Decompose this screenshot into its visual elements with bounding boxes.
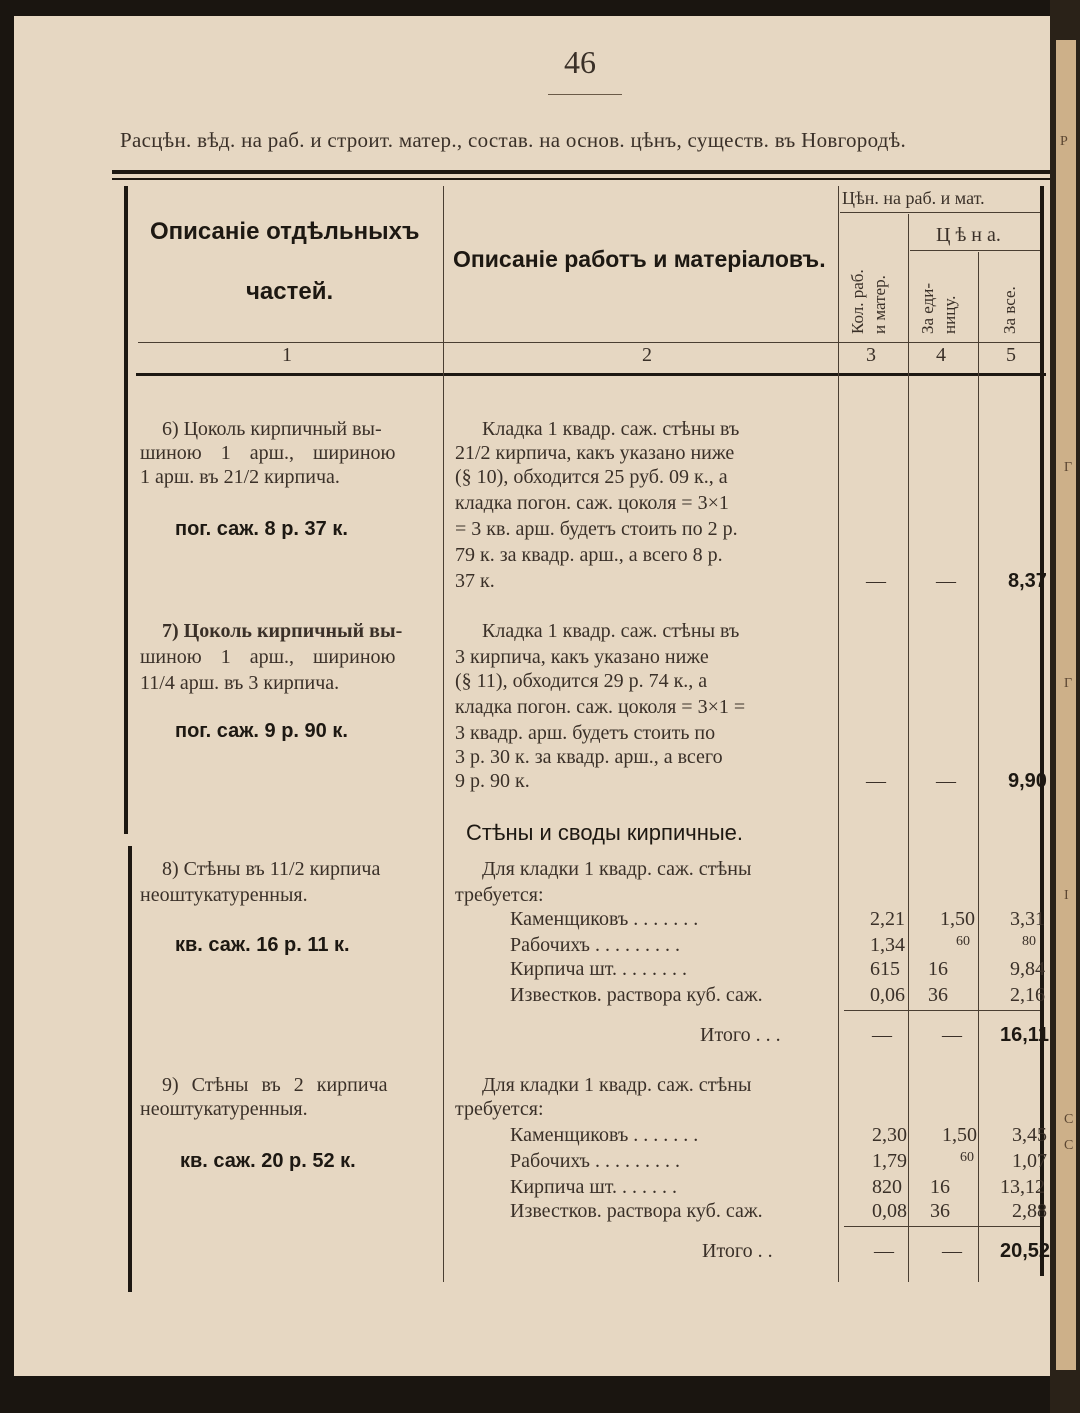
entry8-part-line: неоштукатуренныя. — [140, 884, 308, 906]
entry8-price-line: кв. саж. 16 р. 11 к. — [175, 934, 350, 956]
entry7-price-line: пог. саж. 9 р. 90 к. — [175, 720, 348, 742]
entry6-part-line: 1 арш. въ 21/2 кирпича. — [140, 466, 340, 488]
left-bar-upper — [124, 186, 128, 834]
col-number-5: 5 — [1006, 344, 1016, 366]
col-number-4: 4 — [936, 344, 946, 366]
entry6-price-line: пог. саж. 8 р. 37 к. — [175, 518, 348, 540]
entry9-total-unit: — — [942, 1240, 962, 1262]
entry9-total-sum: 20,52 — [1000, 1240, 1051, 1262]
entry9-item-qty: 820 — [872, 1176, 902, 1198]
entry9-item-qty: 0,08 — [872, 1200, 907, 1222]
entry9-sum-rule — [844, 1226, 1040, 1227]
entry9-intro: требуется: — [455, 1098, 544, 1120]
col-number-1: 1 — [282, 344, 292, 366]
entry7-work-line: Кладка 1 квадр. саж. стѣны въ — [482, 620, 740, 642]
entry6-work-line: кладка погон. саж. цоколя = 3×1 — [455, 492, 729, 514]
header-col4-line1: За еди- — [918, 282, 937, 334]
col-divider-4 — [978, 252, 979, 1282]
entry7-unit: — — [936, 770, 956, 792]
header-subrule-2 — [910, 250, 1040, 251]
entry7-work-line: 3 кирпича, какъ указано ниже — [455, 646, 709, 668]
left-bar-lower — [128, 846, 132, 1292]
entry6-part-line: шиною 1 арш., шириною — [140, 442, 396, 464]
next-page-edge — [1050, 0, 1080, 1413]
entry8-item-label: Каменщиковъ . . . . . . . — [510, 908, 699, 930]
header-col5: За все. — [1000, 286, 1019, 334]
entry9-item-unit: 16 — [930, 1176, 950, 1198]
header-col1-line1: Описаніе отдѣльныхъ — [150, 218, 420, 245]
header-col1-line2: частей. — [246, 278, 334, 305]
right-bar — [1040, 186, 1044, 1276]
entry6-work-line: (§ 10), обходится 25 руб. 09 к., а — [455, 466, 728, 488]
col-divider-1 — [443, 186, 444, 1282]
entry8-item-unit: 1,50 — [940, 908, 975, 930]
margin-letter: С — [1064, 1138, 1074, 1153]
entry9-item-total: 3,45 — [1012, 1124, 1047, 1146]
entry9-item-total: 1,07 — [1012, 1150, 1047, 1172]
entry7-part-line: 7) Цоколь кирпичный вы- — [162, 620, 403, 642]
entry8-item-label: Известков. раствора куб. саж. — [510, 984, 763, 1006]
page-number: 46 — [564, 44, 596, 80]
header-col4-line2: ницу. — [940, 295, 959, 334]
entry8-item-unit: 36 — [928, 984, 948, 1006]
margin-letter: I — [1064, 888, 1069, 903]
entry7-qty: — — [866, 770, 886, 792]
entry9-total-qty: — — [874, 1240, 894, 1262]
header-prices-group: Цѣн. на раб. и мат. — [842, 188, 985, 208]
entry8-total-label: Итого . . . — [700, 1024, 781, 1046]
entry9-price-line: кв. саж. 20 р. 52 к. — [180, 1150, 356, 1172]
entry7-work-line: 3 р. 30 к. за квадр. арш., а всего — [455, 746, 723, 768]
top-rule-thin — [112, 178, 1050, 180]
entry8-item-total: 2,16 — [1010, 984, 1045, 1006]
entry7-part-line: 11/4 арш. въ 3 кирпича. — [140, 672, 340, 694]
entry8-item-total: 3,31 — [1010, 908, 1045, 930]
entry8-intro: Для кладки 1 квадр. саж. стѣны — [482, 858, 752, 880]
col-number-2: 2 — [642, 344, 652, 366]
header-col2: Описаніе работъ и матеріаловъ. — [453, 246, 826, 272]
margin-letter: Р — [1060, 134, 1068, 149]
section-title: Стѣны и своды кирпичные. — [466, 820, 743, 845]
entry7-work-line: (§ 11), обходится 29 р. 74 к., а — [455, 670, 708, 692]
entry9-item-total: 2,88 — [1012, 1200, 1047, 1222]
header-col3-line1: Кол. раб. — [848, 269, 867, 334]
entry8-item-qty: 1,34 — [870, 934, 905, 956]
col-divider-3 — [908, 214, 909, 1282]
entry9-item-total: 13,12 — [1000, 1176, 1045, 1198]
entry8-total-sum: 16,11 — [1000, 1024, 1049, 1046]
entry8-total-qty: — — [872, 1024, 892, 1046]
entry8-item-unit: 16 — [928, 958, 948, 980]
entry6-unit: — — [936, 570, 956, 592]
margin-letter: Г — [1064, 676, 1073, 691]
entry8-item-label: Кирпича шт. . . . . . . . — [510, 958, 688, 980]
entry6-work-line: 79 к. за квадр. арш., а всего 8 р. — [455, 544, 723, 566]
entry7-work-line: 3 квадр. арш. будетъ стоить по — [455, 722, 716, 744]
entry8-sum-rule — [844, 1010, 1040, 1011]
entry7-work-line: 9 р. 90 к. — [455, 770, 530, 792]
col-divider-2 — [838, 186, 839, 1282]
entry7-part-line: шиною 1 арш., шириною — [140, 646, 396, 668]
header-num-rule — [138, 342, 1040, 343]
entry6-work-line: 37 к. — [455, 570, 495, 592]
entry9-item-unit: 60 — [960, 1150, 974, 1165]
header-bottom-rule — [136, 373, 1046, 376]
entry8-intro: требуется: — [455, 884, 544, 906]
top-rule — [112, 170, 1050, 174]
entry8-total-unit: — — [942, 1024, 962, 1046]
running-head: Расцѣн. вѣд. на раб. и строит. матер., состав. на основ. цѣнъ, существ. въ Новгородѣ. — [120, 128, 907, 152]
entry8-item-total: 9,84 — [1010, 958, 1045, 980]
entry6-work-line: = 3 кв. арш. будетъ стоить по 2 р. — [455, 518, 738, 540]
entry9-part-line: неоштукатуренныя. — [140, 1098, 308, 1120]
entry9-intro: Для кладки 1 квадр. саж. стѣны — [482, 1074, 752, 1096]
entry8-part-line: 8) Стѣны въ 11/2 кирпича — [162, 858, 381, 880]
entry7-total: 9,90 — [1008, 770, 1047, 792]
entry9-total-label: Итого . . — [702, 1240, 773, 1262]
margin-letter: Г — [1064, 460, 1073, 475]
entry8-item-unit: 60 — [956, 934, 970, 949]
header-col3-line2: и матер. — [870, 275, 889, 334]
entry8-item-qty: 615 — [870, 958, 900, 980]
entry9-item-label: Кирпича шт. . . . . . . — [510, 1176, 678, 1198]
entry9-item-unit: 1,50 — [942, 1124, 977, 1146]
entry7-work-line: кладка погон. саж. цоколя = 3×1 = — [455, 696, 746, 718]
entry8-item-qty: 2,21 — [870, 908, 905, 930]
header-subrule-1 — [840, 212, 1040, 213]
entry6-part-line: 6) Цоколь кирпичный вы- — [162, 418, 382, 440]
entry8-item-qty: 0,06 — [870, 984, 905, 1006]
entry9-item-label: Каменщиковъ . . . . . . . — [510, 1124, 699, 1146]
entry9-item-label: Известков. раствора куб. саж. — [510, 1200, 763, 1222]
entry9-item-unit: 36 — [930, 1200, 950, 1222]
entry9-item-qty: 2,30 — [872, 1124, 907, 1146]
entry9-part-line: 9) Стѣны въ 2 кирпича — [162, 1074, 388, 1096]
entry8-item-label: Рабочихъ . . . . . . . . . — [510, 934, 680, 956]
margin-letter: С — [1064, 1112, 1074, 1127]
entry9-item-label: Рабочихъ . . . . . . . . . — [510, 1150, 680, 1172]
entry6-work-line: Кладка 1 квадр. саж. стѣны въ — [482, 418, 740, 440]
entry6-total: 8,37 — [1008, 570, 1047, 592]
entry8-item-total: 80 — [1022, 934, 1036, 949]
entry6-work-line: 21/2 кирпича, какъ указано ниже — [455, 442, 735, 464]
header-price-sub: Ц ѣ н а. — [936, 224, 1001, 246]
entry6-qty: — — [866, 570, 886, 592]
page-number-rule — [548, 94, 622, 95]
col-number-3: 3 — [866, 344, 876, 366]
entry9-item-qty: 1,79 — [872, 1150, 907, 1172]
